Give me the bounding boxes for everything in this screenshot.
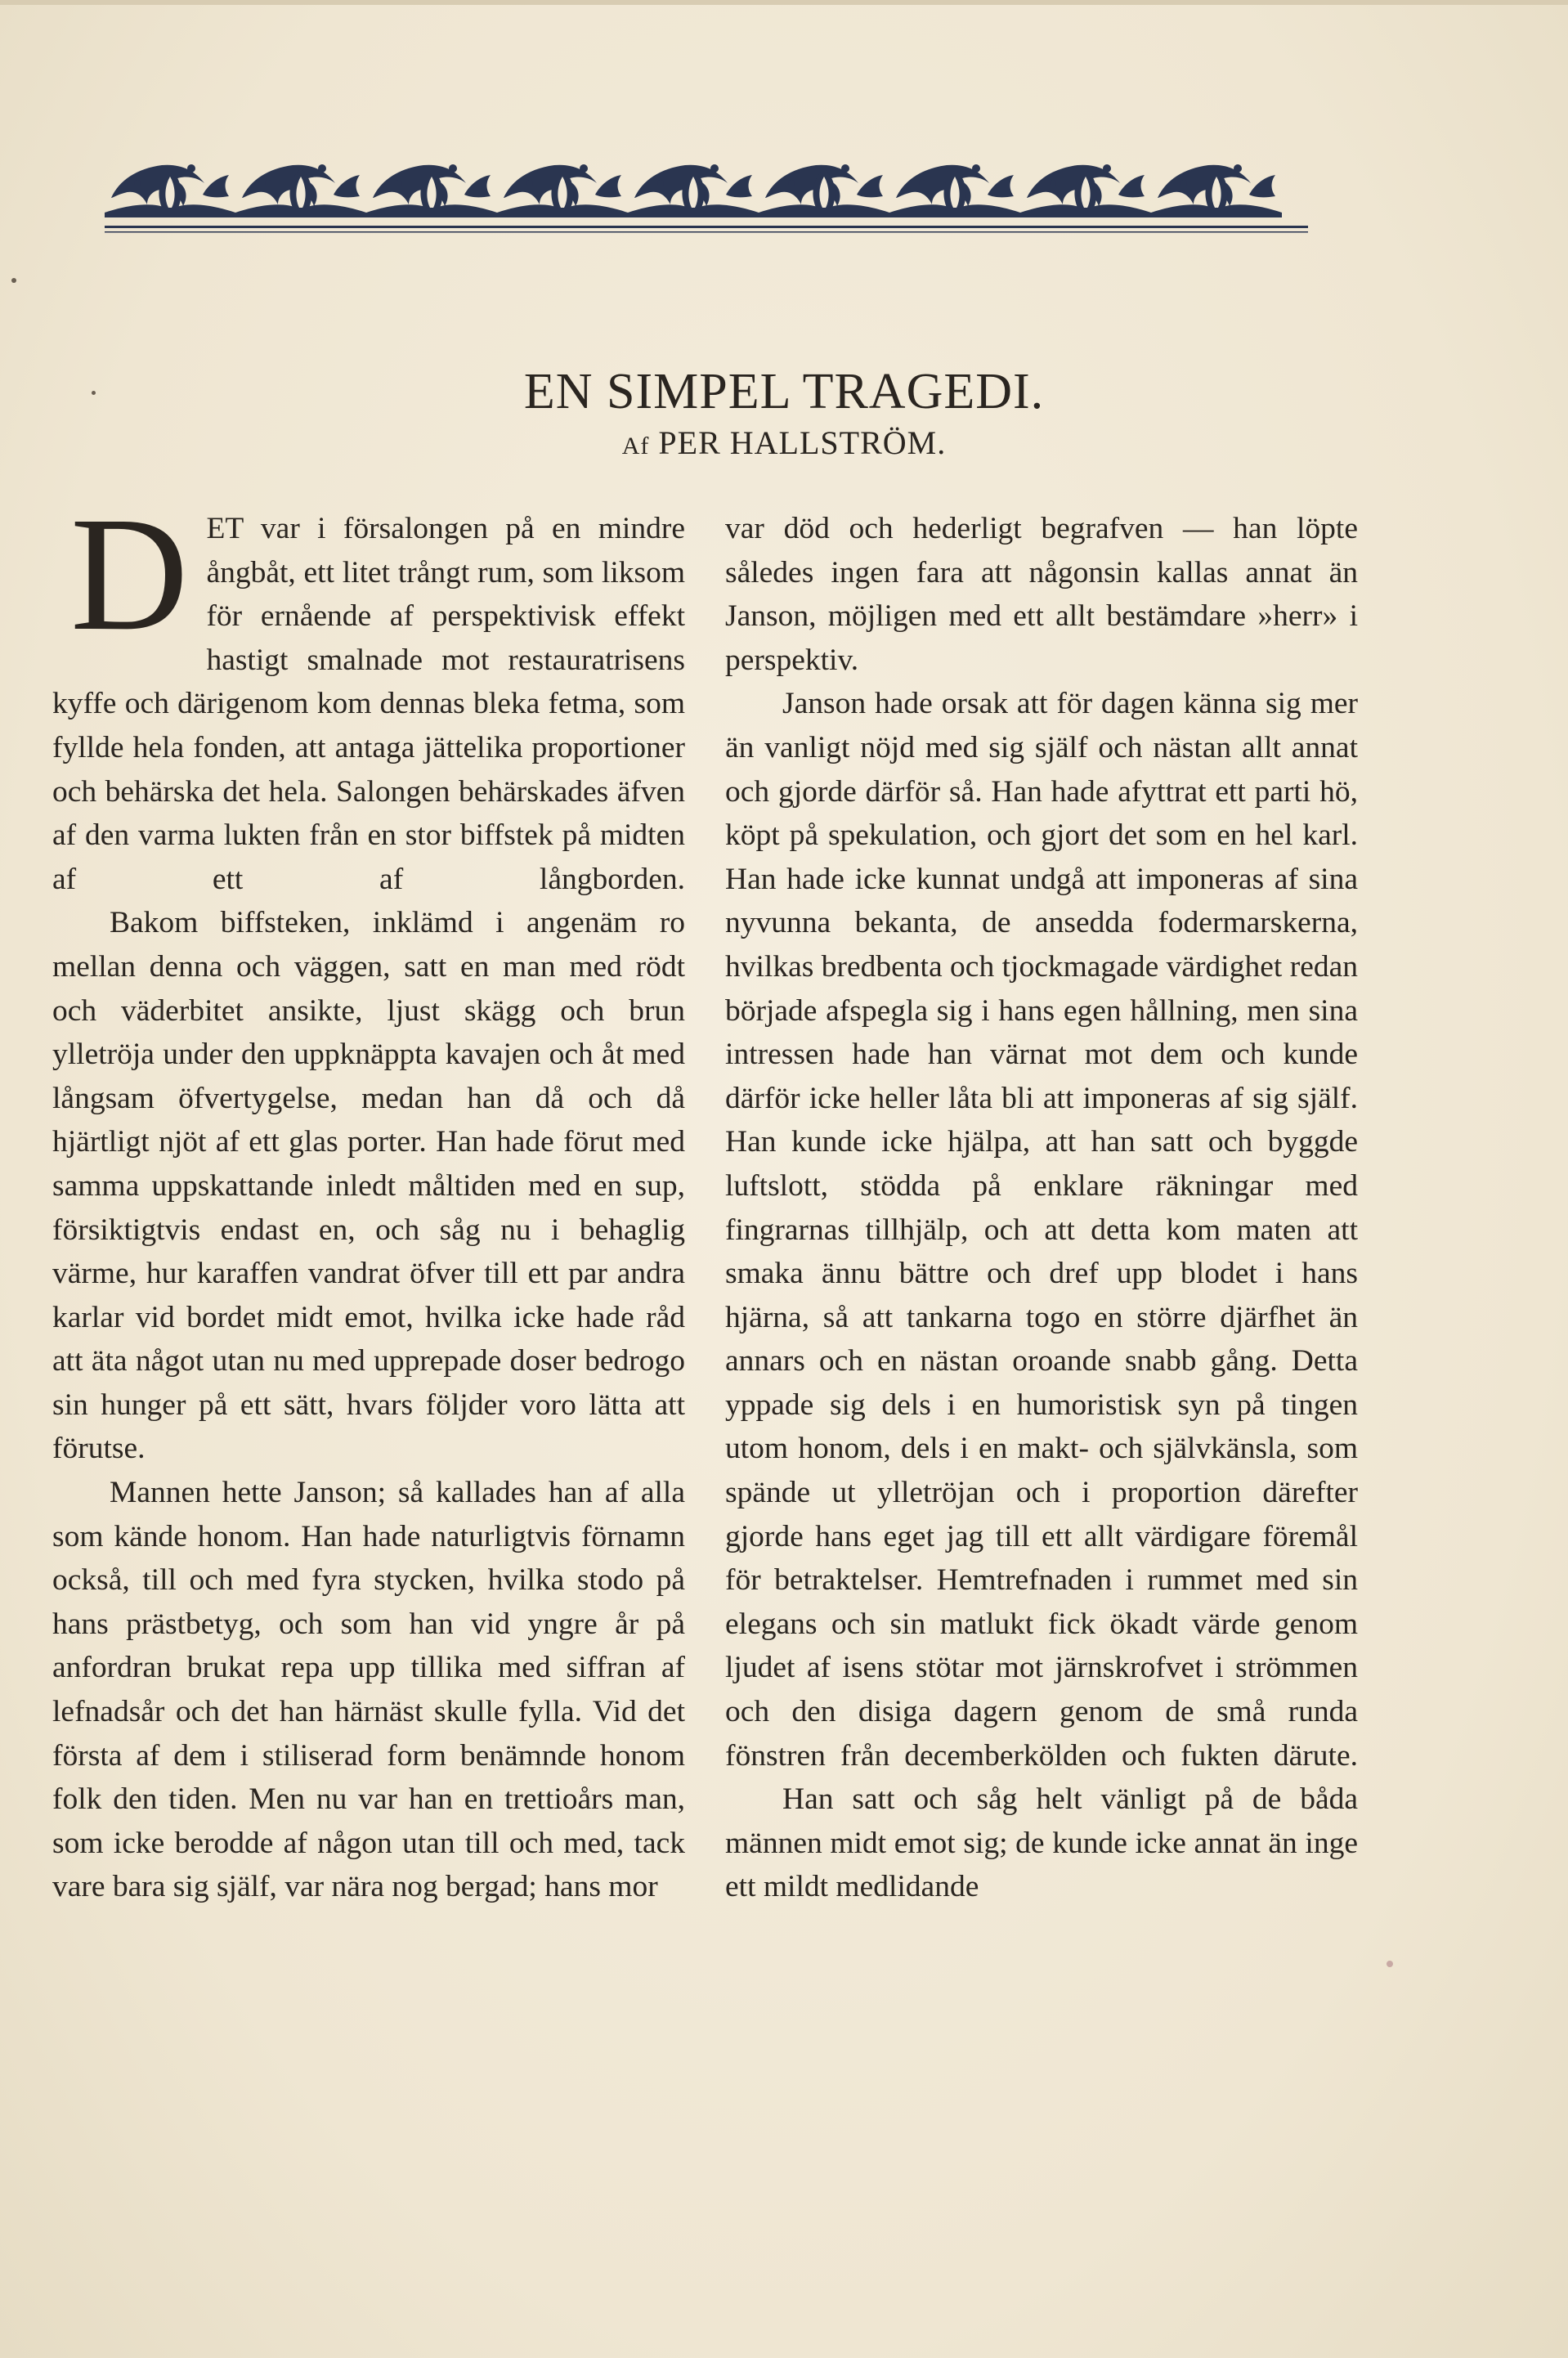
paragraph: Mannen hette Janson; så kallades han af alla som kände honom. Han hade naturligtvis förnamn också, till och med fyra stycken, hvilka stodo på hans prästbetyg, och som han vid yngre år på anfordran brukat repa upp tillika med siffran af lefnadsår och det han härnäst skulle fylla. Vid det första af dem i stiliserad form benämnde honom folk den tiden. Men nu var han en trettioårs man, som icke berodde af någon utan till och med, tack vare bara sig själf, var nära nog bergad; hans mor	[52, 1476, 685, 1904]
paragraph-opening	[52, 484, 685, 901]
paper-speck	[11, 278, 16, 283]
paragraph-text: ET var i försalongen på en mindre ångbåt, ett litet trångt rum, som liksom för ernående af perspektivisk effekt hastigt smalnade mot restauratrisens kyffe och därigenom kom dennas bleka fetma, som fyllde hela fonden, att antaga jättelika proportioner och behärska det hela. Salongen behärskades äfven af den varma lukten från en stor biffstek på midten af ett af långborden.	[52, 512, 685, 896]
left-text-column	[52, 484, 685, 1909]
page-top-edge	[0, 0, 1568, 5]
paragraph: Bakom biffsteken, inklämd i angenäm ro mellan denna och väggen, satt en man med rödt och väderbitet ansikte, ljust skägg och brun ylletröja under den uppknäppta kavajen och åt med långsam öfvertygelse, medan han då och då hjärtligt njöt af ett glas porter. Han hade förut med samma uppskattande inledt måltiden med en sup, försiktigtvis endast en, och såg nu i behaglig värme, hur karaffen vandrat öfver till ett par andra karlar vid bordet midt emot, hvilka icke hade råd att äta något utan nu med upprepade doser bedrogo sin hunger på ett sätt, hvars följder voro lätta att förutse.	[52, 906, 685, 1466]
paper-speck	[1387, 1961, 1393, 1967]
article-byline	[0, 424, 1568, 462]
paragraph: Han satt och såg helt vänligt på de båda männen midt emot sig; de kunde icke annat än inge ett mildt medlidande	[725, 1782, 1358, 1904]
decorative-ornament-band	[105, 147, 1308, 237]
byline-prefix: Af	[621, 433, 650, 459]
author-name: PER HALLSTRÖM.	[658, 424, 947, 461]
paragraph: Janson hade orsak att för dagen känna sig mer än vanligt nöjd med sig själf och nästan allt annat och gjorde därför så. Han hade afyttrat ett parti hö, köpt på spekulation, och gjort det som en hel karl. Han hade icke kunnat undgå att imponeras af sina nyvunna bekanta, de ansedda fodermarskerna, hvilkas bredbenta och tjockmagade värdighet redan började afspegla sig i hans egen hållning, men sina intressen hade han värnat mot dem och kunde därför icke heller låta bli att imponeras af sig själf. Han kunde icke hjälpa, att han satt och byggde luftslott, stödda på enklare räkningar med fingrarnas tillhjälp, och att detta kom maten att smaka ännu bättre och dref upp blodet i hans hjärna, så att tankarna togo en större djärfhet än annars och en nästan oroande snabb gång. Detta yppade sig dels i en humoristisk syn på tingen utom honom, dels i en makt- och självkänsla, som spände ut ylletröjan och i proportion därefter gjorde hans eget jag till ett allt värdigare föremål för betraktelser. Hemtrefnaden i rummet med sin elegans och sin matlukt fick ökadt värde genom ljudet af isens stötar mot järnskrofvet i strömmen och den disiga dagern genom de små runda fönstren från decemberkölden och fukten därute.	[725, 687, 1358, 1773]
drop-cap: D	[70, 484, 189, 665]
paper-speck	[92, 391, 96, 395]
article-title: EN SIMPEL TRAGEDI.	[523, 363, 1045, 419]
right-text-column	[725, 507, 1358, 1909]
paragraph-continued: var död och hederligt begrafven — han löpte således ingen fara att någonsin kallas annat än Janson, möjligen med ett allt bestämdare »herr» i perspektiv.	[725, 512, 1358, 677]
